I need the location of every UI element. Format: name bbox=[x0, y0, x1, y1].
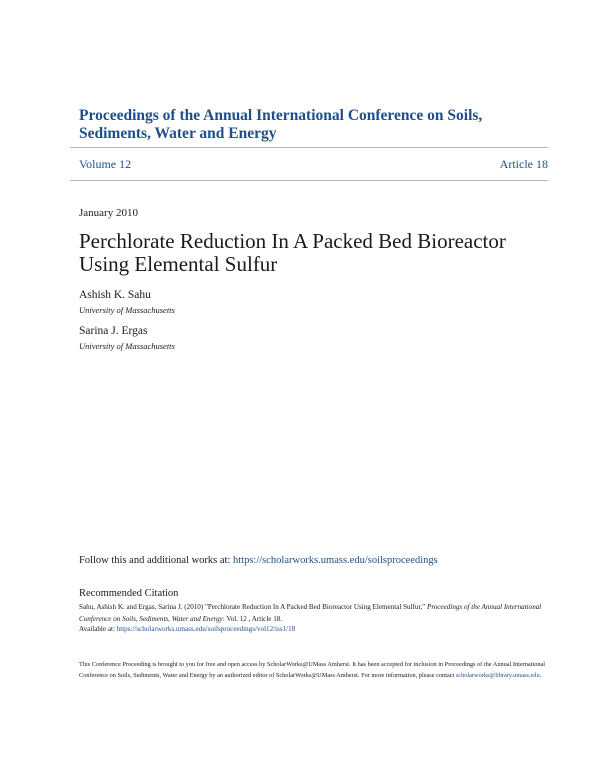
journal-title[interactable]: Proceedings of the Annual International Conference on Soils, Sediments, Water and Energy bbox=[79, 107, 483, 142]
available-link[interactable]: https://scholarworks.umass.edu/soilsproceedings/vol12/iss1/18 bbox=[116, 625, 296, 633]
citation-authors-title: Sahu, Ashish K. and Ergas, Sarina J. (2010) "Perchlorate Reduction In A Packed Bed Bioreactor Using Elemental Sulfur," bbox=[79, 603, 427, 611]
author-affiliation: University of Massachusetts bbox=[79, 305, 175, 315]
notice-text: This Conference Proceeding is brought to you for free and open access by ScholarWorks@UMass Amherst. It has been accepted for inclusion in Proceedings of the Annual International Conference on Soils, Sediments, Water and Energy by an authorized editor of ScholarWorks@UMass Amherst. For more information, please contact bbox=[79, 661, 546, 679]
header-divider-bottom bbox=[70, 180, 548, 181]
article-link[interactable]: Article 18 bbox=[499, 157, 548, 171]
access-notice bbox=[79, 660, 549, 681]
author-name[interactable]: Ashish K. Sahu bbox=[79, 289, 151, 301]
volume-link[interactable]: Volume 12 bbox=[79, 157, 132, 171]
citation-text bbox=[79, 601, 549, 625]
author-name[interactable]: Sarina J. Ergas bbox=[79, 325, 148, 337]
header-divider-top bbox=[70, 147, 548, 148]
follow-link[interactable]: https://scholarworks.umass.edu/soilsproceedings bbox=[233, 555, 438, 566]
citation-journal: Proceedings of the Annual International Conference on Soils, Sediments, Water and Energy bbox=[79, 603, 542, 623]
author-affiliation: University of Massachusetts bbox=[79, 341, 175, 351]
follow-line bbox=[79, 555, 438, 566]
follow-text: Follow this and additional works at: bbox=[79, 555, 233, 566]
available-label: Available at: bbox=[79, 625, 117, 633]
publication-date: January 2010 bbox=[79, 207, 138, 219]
notice-end: . bbox=[539, 671, 542, 679]
contact-email-link[interactable]: scholarworks@library.umass.edu bbox=[455, 671, 540, 679]
available-at-line bbox=[79, 625, 295, 633]
citation-volume: : Vol. 12 , Article 18. bbox=[222, 615, 283, 623]
recommended-citation-heading: Recommended Citation bbox=[79, 588, 179, 599]
paper-title: Perchlorate Reduction In A Packed Bed Bioreactor Using Elemental Sulfur bbox=[79, 229, 506, 276]
